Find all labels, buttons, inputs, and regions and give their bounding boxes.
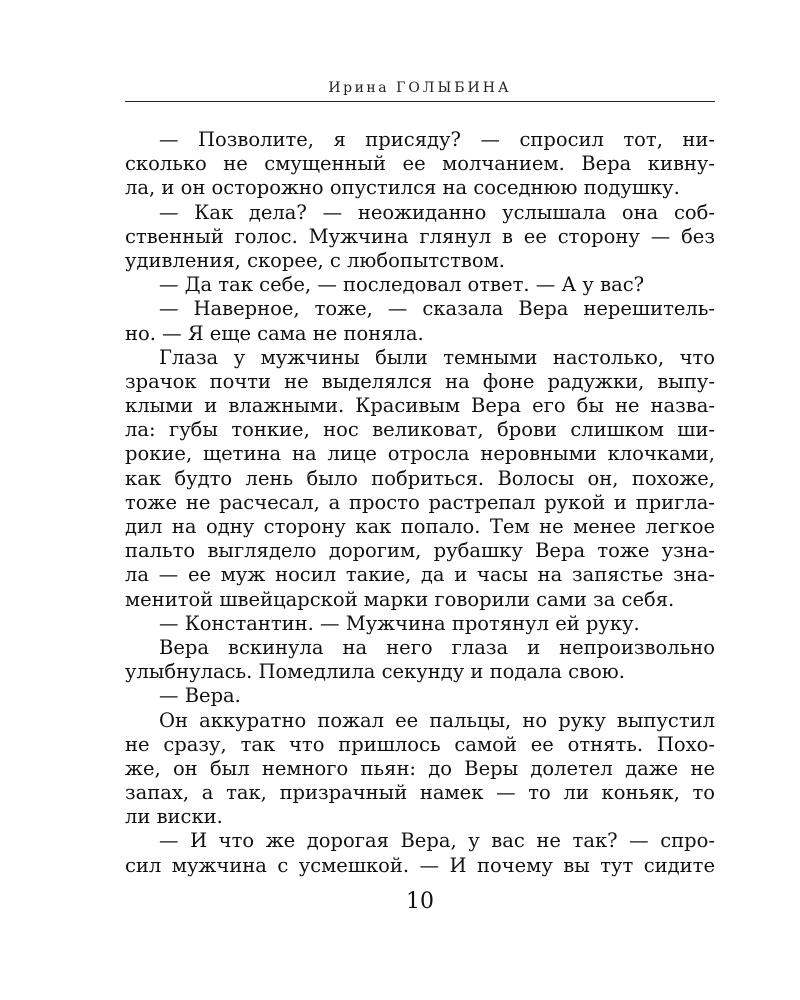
text-line: как будто лень было побриться. Волосы он, похоже, (125, 466, 715, 490)
text-line: ла, и он осторожно опустился на соседнюю подушку. (125, 176, 680, 200)
text-line: — Наверное, тоже, — сказала Вера нерешитель- (159, 297, 715, 321)
text-line: сил мужчина с усмешкой. — И почему вы тут сидите (125, 853, 715, 877)
text-line: рокие, щетина на лице отросла неровными клочками, (125, 442, 715, 466)
text-line: не сразу, так что пришлось самой ее отнять. Похо- (125, 732, 715, 756)
text-line: Глаза у мужчины были темными настолько, что (159, 345, 715, 369)
text-line: сколько не смущенный ее молчанием. Вера кивну- (125, 152, 715, 176)
author-last-name: ГОЛЫБИНА (396, 80, 512, 96)
text-line: тоже не расчесал, а просто растрепал рукой и пригла- (125, 490, 715, 514)
header-rule (125, 101, 715, 102)
text-line: — Константин. — Мужчина протянул ей руку. (159, 611, 640, 635)
page-number: 10 (406, 889, 434, 914)
body-text (125, 128, 715, 878)
text-line: Вера вскинула на него глаза и непроизвольно (159, 635, 715, 659)
text-line: ли виски. (125, 805, 223, 829)
author-first-name: Ирина (328, 80, 390, 96)
text-line: удивления, скорее, с любопытством. (125, 248, 505, 272)
text-line: — И что же дорогая Вера, у вас не так? — спро- (159, 829, 715, 853)
text-line: улыбнулась. Помедлила секунду и подала свою. (125, 660, 625, 684)
text-line: — Как дела? — неожиданно услышала она соб- (159, 200, 715, 224)
text-line: клыми и влажными. Красивым Вера его бы не назва- (125, 394, 715, 418)
text-line: ла: губы тонкие, нос великоват, брови слишком ши- (125, 418, 715, 442)
text-line: же, он был немного пьян: до Веры долетел даже не (125, 756, 715, 780)
text-line: менитой швейцарской марки говорили сами за себя. (125, 587, 675, 611)
text-line: — Позволите, я присяду? — спросил тот, ни- (159, 128, 715, 151)
text-line: пальто выглядело дорогим, рубашку Вера тоже узна- (125, 539, 715, 563)
text-line: запах, а так, призрачный намек — то ли коньяк, то (125, 781, 715, 805)
text-line: ственный голос. Мужчина глянул в ее сторону — без (125, 224, 715, 248)
text-line: — Да так себе, — последовал ответ. — А у вас? (159, 273, 645, 297)
running-head (125, 80, 715, 96)
text-line: — Вера. (159, 684, 241, 708)
text-line: зрачок почти не выделялся на фоне радужки, выпу- (125, 369, 715, 393)
text-line: Он аккуратно пожал ее пальцы, но руку выпустил (159, 708, 715, 732)
text-line: ла — ее муж носил такие, да и часы на запястье зна- (125, 563, 715, 587)
text-line: но. — Я еще сама не поняла. (125, 321, 424, 345)
text-line: дил на одну сторону как попало. Тем не менее легкое (125, 515, 715, 538)
